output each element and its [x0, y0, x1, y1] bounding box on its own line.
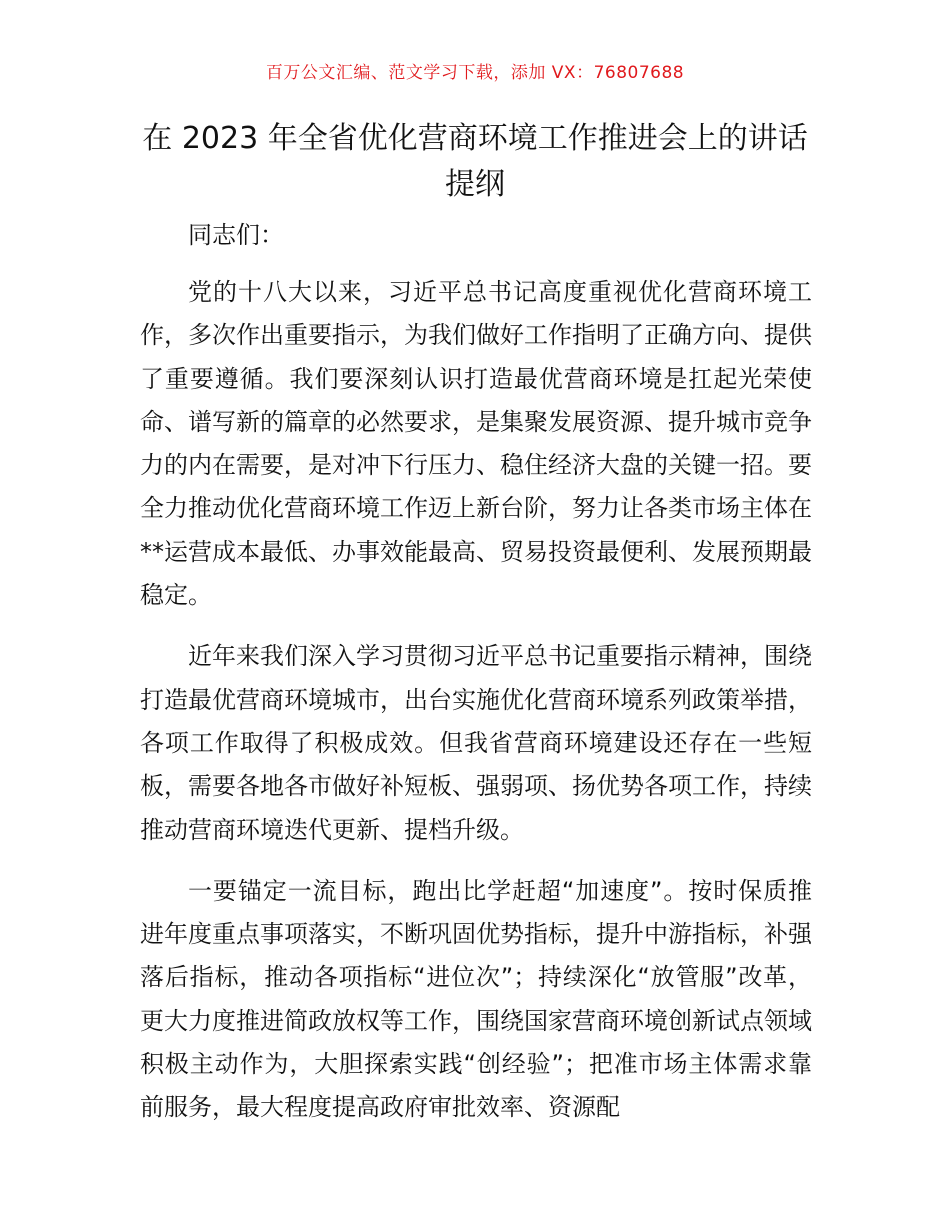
salutation: 同志们： — [188, 221, 284, 249]
paragraph-2: 近年来我们深入学习贯彻习近平总书记重要指示精神，围绕打造最优营商环境城市，出台实施优化营商环境系列政策举措，各项工作取得了积极成效。但我省营商环境建设还存在一些短板，需要各地各市做好补短板、强弱项、扬优势各项工作，持续推动营商环境迭代更新、提档升级。 — [140, 642, 812, 844]
paragraph-3: 一要锚定一流目标，跑出比学赶超“加速度”。按时保质推进年度重点事项落实，不断巩固优势指标，提升中游指标，补强落后指标，推动各项指标“进位次”；持续深化“放管服”改革，更大力度推进简政放权等工作，围绕国家营商环境创新试点领域积极主动作为，大胆探索实践“创经验”；把准市场主体需求靠前服务，最大程度提高政府审批效率、资源配 — [140, 876, 812, 1122]
document-body — [140, 214, 812, 1130]
page-title: 在 2023 年全省优化营商环境工作推进会上的讲话提纲 — [142, 121, 808, 202]
watermark-header: 百万公文汇编、范文学习下载，添加 VX：76807688 — [265, 63, 685, 83]
paragraph-1: 党的十八大以来，习近平总书记高度重视优化营商环境工作，多次作出重要指示，为我们做好工作指明了正确方向、提供了重要遵循。我们要深刻认识打造最优营商环境是扛起光荣使命、谱写新的篇章的必然要求，是集聚发展资源、提升城市竞争力的内在需要，是对冲下行压力、稳住经济大盘的关键一招。要全力推动优化营商环境工作迈上新台阶，努力让各类市场主体在**运营成本最低、办事效能最高、贸易投资最便利、发展预期最稳定。 — [140, 278, 812, 610]
